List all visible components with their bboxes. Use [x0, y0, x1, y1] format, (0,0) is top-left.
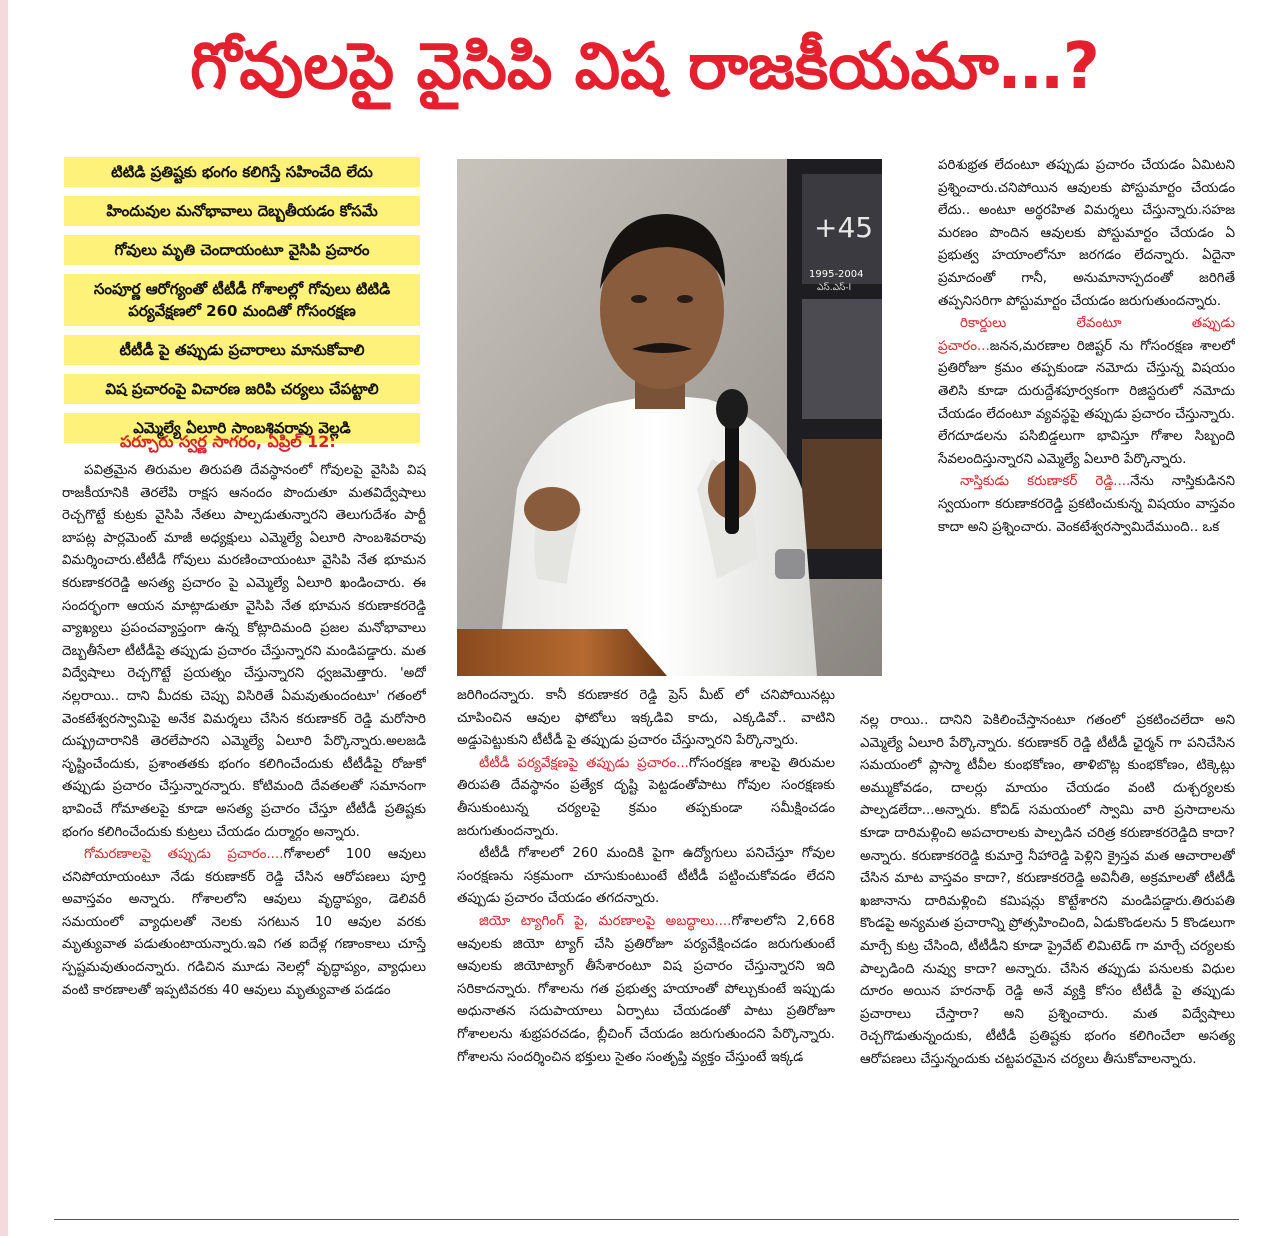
highlight-line: విష ప్రచారంపై విచారణ జరిపి చర్యలు చేపట్టాలి: [64, 374, 420, 404]
article-column-1: [62, 460, 426, 1212]
highlight-line: హిందువుల మనోభావాలు దెబ్బతీయడం కోసమే: [64, 196, 420, 226]
paragraph-text: గోశాలలోని 2,668 ఆవులకు జియో ట్యాగ్ చేసి ప్రతిరోజూ పర్యవేక్షించడం జరుగుతుంటే ఆవులకు జియోట్యాగ్ తీసేశారంటూ విష ప్రచారం చేస్తున్నారని ఇది సరికాదన్నారు. గోశాలను గత ప్రభుత్వ హయాంతో పోల్చుకుంటే ఇప్పుడు అధునాతన సదుపాయాలు ఏర్పాటు చేయడంతో పాటు ప్రతిరోజూ గోశాలలను శుభ్రపరచడం, బ్లీచింగ్ చేయడం జరుగుతుందని పేర్కొన్నారు. గోశాలను సందర్శించిన భక్తులు సైతం సంతృప్తి వ్యక్తం చేస్తుంటే ఇక్కడ: [457, 913, 835, 1065]
dateline: పర్చూరు స్వర్ణ సాగరం, ఏప్రిల్ 12:: [120, 432, 336, 451]
paragraph: పవిత్రమైన తిరుమల తిరుపతి దేవస్థానంలో గోవులపై వైసిపి విష రాజకీయానికి తెరలేపి రాక్షస ఆనందం పొందుతూ మతవిద్వేషాలు రెచ్చగొట్టే కుట్రకు వైసిపి నేతలు పాల్పడుతున్నారని తెలుగుదేశం పార్టీ బాపట్ల పార్లమెంట్ మాజీ అధ్యక్షులు ఎమ్మెల్యే ఏలూరి సాంబశివరావు విమర్శించారు.టీటీడీ గోవులు మరణించాయంటూ వైసిపి నేత భూమన కరుణాకరరెడ్డి అసత్య ప్రచారం పై ఎమ్మెల్యే ఏలూరి ఖండించారు. ఈ సందర్భంగా ఆయన మాట్లాడుతూ వైసిపి నేత భూమన కరుణాకరరెడ్డి వ్యాఖ్యలు ప్రపంచవ్యాప్తంగా ఉన్న కోట్లాదిమంది ప్రజల మనోభావాలు దెబ్బతీసేలా టీటీడీపై తప్పుడు ప్రచారం చేస్తున్నారని మండిపడ్డారు. మత విద్వేషాలు రెచ్చగొట్టే ప్రయత్నం చేస్తున్నారని ధ్వజమెత్తారు. 'అదో నల్లరాయి.. దాని మీదకు చెప్పు విసిరితే ఏమవుతుందంటూ' గతంలో వెంకటేశ్వరస్వామిపై అనేక విమర్శలు చేసిన కరుణాకర్ రెడ్డి మరోసారి దుష్ప్రచారానికి తెరలేపారని ఎమ్మెల్యే ఏలూరి పేర్కొన్నారు.అలజడి సృష్టించేందుకు, ప్రశాంతతకు భంగం కలిగించేందుకు టీటీడీపై రోజుకో తప్పుడు ప్రచారం చేస్తున్నారన్నారు. కోటిమంది దేవతలతో సమానంగా భావించే గోమాతలపై కూడా అసత్య ప్రచారం చేస్తూ టీటీడీ ప్రతిష్టకు భంగం కలిగించేందుకు కుట్రలు చేయడం దుర్మార్గం అన్నారు.: [62, 463, 426, 840]
highlight-line: సంపూర్ణ ఆరోగ్యంతో టీటీడీ గోశాలల్లో గోవులు టిటిడి పర్యవేక్షణలో 260 మందితో గోసంరక్షణ: [64, 274, 420, 326]
highlight-line: టీటీడీ పై తప్పుడు ప్రచారాలు మానుకోవాలి: [64, 335, 420, 365]
bottom-rule: [54, 1219, 1239, 1220]
highlight-line: ఎమ్మెల్యే ఏలూరి సాంబశివరావు వెల్లడి: [64, 413, 420, 443]
paragraph: జరిగిందన్నారు. కానీ కరుణాకర రెడ్డి ప్రెస్ మీట్ లో చనిపోయినట్లు చూపించిన ఆవుల ఫోటోలు ఇక్కడివి కాదు, ఎక్కడివో.. వాటిని అడ్డుపెట్టుకుని టీటీడీ పై తప్పుడు ప్రచారం చేస్తున్నారని పేర్కొన్నారు.: [457, 688, 835, 749]
paragraph: [457, 753, 835, 843]
paragraph: టీటీడీ గోశాలలో 260 మందికి పైగా ఉద్యోగులు పనిచేస్తూ గోవుల సంరక్షణను సక్రమంగా చూసుకుంటుంటే టీటీడీ పట్టించుకోవడం లేదని తప్పుడు ప్రచారం చేయడం తగదన్నారు.: [457, 846, 835, 907]
paragraph: [938, 313, 1235, 471]
screen-number: +45: [814, 211, 874, 244]
highlight-line: టిటిడి ప్రతిష్టకు భంగం కలిగిస్తే సహించేది లేదు: [64, 157, 420, 187]
paragraph: పరిశుభ్రత లేదంటూ తప్పుడు ప్రచారం చేయడం ఏమిటని ప్రశ్నించారు.చనిపోయిన ఆవులకు పోస్టుమార్టం చేయడం లేదు.. అంటూ అర్థరహిత విమర్శలు చేస్తున్నారు.సహజ మరణం పొందిన ఆవులకు పోస్టుమార్టం చేయడం ఏ ప్రభుత్వ హయాంలోనూ జరగడం లేదన్నారు. ఏదైనా ప్రమాదంతో గానీ, అనుమానాస్పదంతో జరిగితే తప్పనిసరిగా పోస్టుమార్టం చేయడం జరుగుతుందన్నారు.: [938, 158, 1235, 309]
paragraph-text: నేను నాస్తికుడినని స్వయంగా కరుణాకరరెడ్డి ప్రకటించుకున్న విషయం వాస్తవం కాదా అని ప్రశ్నించారు. వెంకటేశ్వరస్వామిదేముంది.. ఒక: [938, 474, 1235, 535]
article-column-3: [938, 155, 1235, 705]
article-column-4: [860, 710, 1235, 1212]
speaker-photo-illustration: [457, 159, 882, 676]
subheading: జియో ట్యాగింగ్ పై, మరణాలపై అబద్ధాలు....: [479, 913, 732, 929]
highlights-box: [64, 157, 420, 452]
paragraph-text: గోసంరక్షణ శాలపై తిరుమల తిరుపతి దేవస్థానం ప్రత్యేక దృష్టి పెట్టడంతోపాటు గోవుల సంరక్షణకు తీసుకుంటున్న చర్యలపై క్రమం తప్పకుండా సమీక్షించడం జరుగుతుందన్నారు.: [457, 755, 835, 839]
subheading: గోమరణాలపై తప్పుడు ప్రచారం....: [84, 847, 284, 863]
paragraph-text: గోశాలలో 100 ఆవులు చనిపోయాయంటూ నేడు కరుణాకర్ రెడ్డి చేసిన ఆరోపణలు పూర్తి అవాస్తవం అన్నారు. గోశాలలోని ఆవులు వృద్ధాప్యం, డెలివరీ సమయంలో వ్యాధులతో నెలకు సగటున 10 ఆవుల వరకు మృత్యువాత పడుతుంటాయన్నారు.ఇవి గత ఐదేళ్ల గణాంకాలు చూస్తే స్పష్టమవుతుందన్నారు. గడిచిన మూడు నెలల్లో వృద్ధాప్యం, వ్యాధులు వంటి కారణాలతో ఇప్పటివరకు 40 ఆవులు మృత్యువాత పడడం: [62, 847, 426, 998]
paragraph: [62, 844, 426, 1002]
article-column-2: [457, 685, 835, 1212]
paragraph: నల్ల రాయి.. దానిని పెకిలించేస్తానంటూ గతంలో ప్రకటించలేదా అని ఎమ్మెల్యే ఏలూరి పేర్కొన్నారు. కరుణాకర్ రెడ్డి టీటీడీ ఛైర్మన్ గా పనిచేసిన సమయంలో ప్లాస్మా టీవీల కుంభకోణం, తాళిబొట్ల కుంభకోణం, టిక్కెట్లు అమ్ముకోవడం, దాలర్లు మాయం చేయడం వంటి దుశ్చర్యలకు పాల్పడలేదా...అన్నారు. కోవిడ్ సమయంలో స్వామి వారి ప్రసాదాలను కూడా దారిమళ్లించి అపచారాలకు పాల్పడిన చరిత్ర కరుణాకరరెడ్డిది కాదా? అన్నారు. కరుణాకరరెడ్డి కుమార్తె నీహారెడ్డి పెళ్లిని క్రైస్తవ మత ఆచారాలతో చేసిన మాట వాస్తవం కాదా?, కరుణాకరరెడ్డి అవినీతి, అక్రమాలతో టీటీడీ ఖజానాను దారిమళ్లించి కమిషన్లు కొట్టేశారని మండిపడ్డారు.తిరుపతి కొండపై అన్యమత ప్రచారాన్ని ప్రోత్సహించింది, ఏడుకొండలను 5 కొండలుగా మార్చే కుట్ర చేసింది, టీటీడీని కూడా ప్రైవేట్ లిమిటెడ్ గా మార్చే చర్యలకు పాల్పడింది నువ్వు కాదా? అన్నారు. చేసిన తప్పుడు పనులకు విధుల దూరం అయిన హరనాథ్ రెడ్డి అనే వ్యక్తి కోసం టీటీడీ పై తప్పుడు ప్రచారాలు చేస్తారా? అని ప్రశ్నించారు. మత విద్వేషాలు రెచ్చగొడుతున్నందుకు, టీటీడీ ప్రతిష్టకు భంగం కలిగించేలా అసత్య ఆరోపణలు చేస్తున్నందుకు చట్టపరమైన చర్యలు తీసుకోవాలన్నారు.: [860, 713, 1235, 1067]
speaker-photo: [457, 159, 882, 676]
paragraph: [457, 911, 835, 1069]
screen-years: 1995-2004: [809, 269, 864, 280]
subheading: రికార్డులు లేవంటూ తప్పుడు ప్రచారం...: [938, 316, 1235, 354]
paragraph-text: జనన,మరణాల రిజిష్టర్ ను గోసంరక్షణ శాలలో ప్రతిరోజూ క్రమం తప్పకుండా నమోదు చేస్తున్న విషయం తెలిసి కూడా దురుద్దేశపూర్వకంగా రిజిస్టరులో నమోదు చేయడం లేదంటూ వ్యవస్థపై తప్పుడు ప్రచారం చేస్తున్నారు. లేగదూడలను పసిబిడ్డలుగా భావిస్తూ గోశాల సిబ్బంది సేవలందిస్తున్నారని ఎమ్మెల్యే ఏలూరి పేర్కొన్నారు.: [938, 338, 1235, 467]
subheading: టీటీడీ పర్యవేక్షణపై తప్పుడు ప్రచారం...: [479, 755, 689, 771]
paragraph: [938, 471, 1235, 539]
highlight-line: గోవులు మృతి చెందాయంటూ వైసిపి ప్రచారం: [64, 235, 420, 265]
headline: గోవులపై వైసిపి విష రాజకీయమా…?: [190, 30, 1100, 104]
screen-caption: ఎస్.ఎస్-I: [817, 283, 852, 293]
subheading: నాస్తికుడు కరుణాకర్ రెడ్డి....: [960, 474, 1131, 490]
left-margin-strip: [0, 0, 8, 1236]
